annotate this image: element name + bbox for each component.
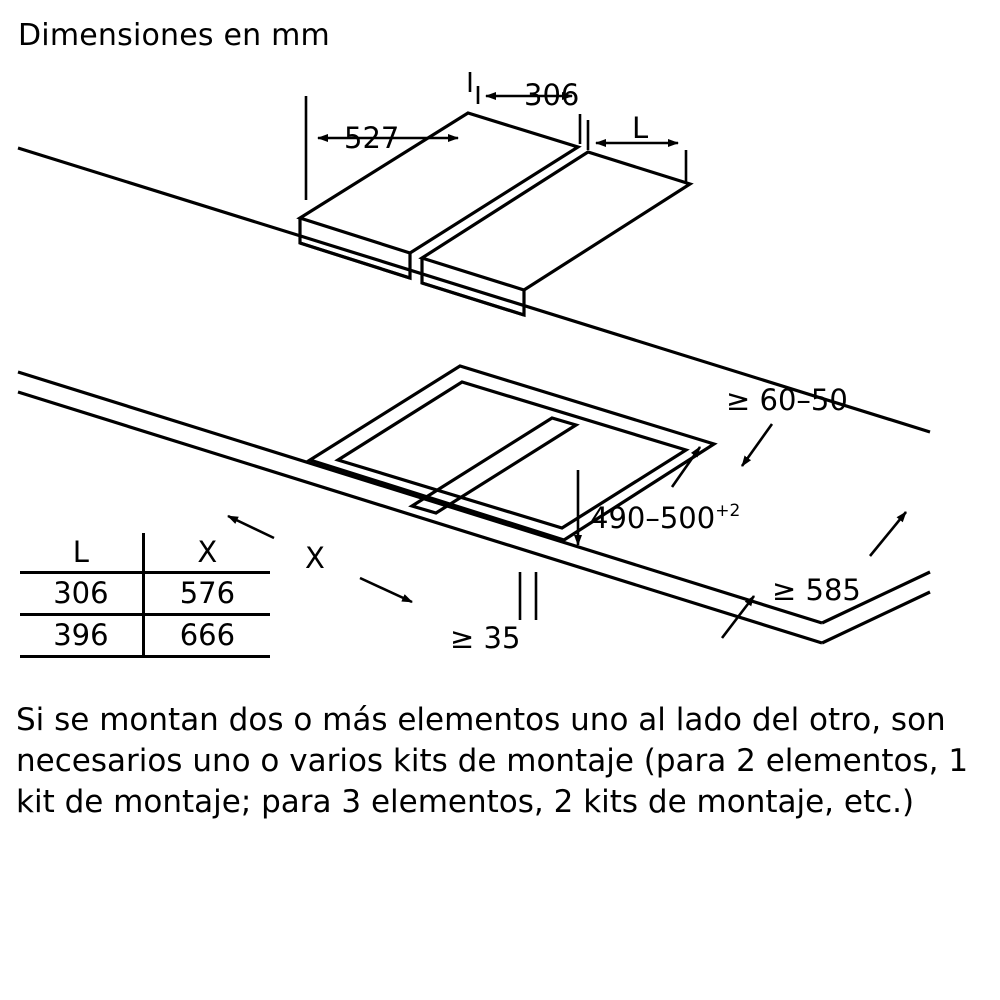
table-cell-X: 666 bbox=[143, 615, 270, 657]
installation-note: Si se montan dos o más elementos uno al lado del otro, son necesarios uno o varios kits de montaje (para 2 elementos, 1 kit de montaje; para 3 elementos, 2 kits de montaje, etc.) bbox=[16, 702, 969, 821]
table-header-X: X bbox=[143, 533, 270, 573]
dimension-table bbox=[20, 533, 270, 658]
table-cell-L: 306 bbox=[20, 573, 143, 615]
dimension-gap-35 bbox=[520, 572, 536, 620]
label-527: 527 bbox=[344, 121, 400, 155]
label-306: 306 bbox=[524, 78, 580, 112]
table-cell-X: 576 bbox=[143, 573, 270, 615]
table-row bbox=[20, 615, 270, 657]
label-585: ≥ 585 bbox=[772, 573, 861, 607]
page-title: Dimensiones en mm bbox=[18, 18, 330, 53]
table-header-row bbox=[20, 533, 270, 573]
label-gap-35: ≥ 35 bbox=[450, 621, 521, 655]
label-cut-width: $490-500^{+2}$ bbox=[590, 501, 741, 535]
label-clearance-60-50: ≥ 60–50 bbox=[726, 383, 848, 417]
label-X-left: X bbox=[305, 541, 325, 575]
dimension-table-wrapper bbox=[20, 533, 270, 658]
table-row bbox=[20, 573, 270, 615]
table-cell-L: 396 bbox=[20, 615, 143, 657]
dimension-clearance-60-50 bbox=[742, 424, 772, 466]
label-L: L bbox=[632, 111, 649, 145]
table-header-L: L bbox=[20, 533, 143, 573]
